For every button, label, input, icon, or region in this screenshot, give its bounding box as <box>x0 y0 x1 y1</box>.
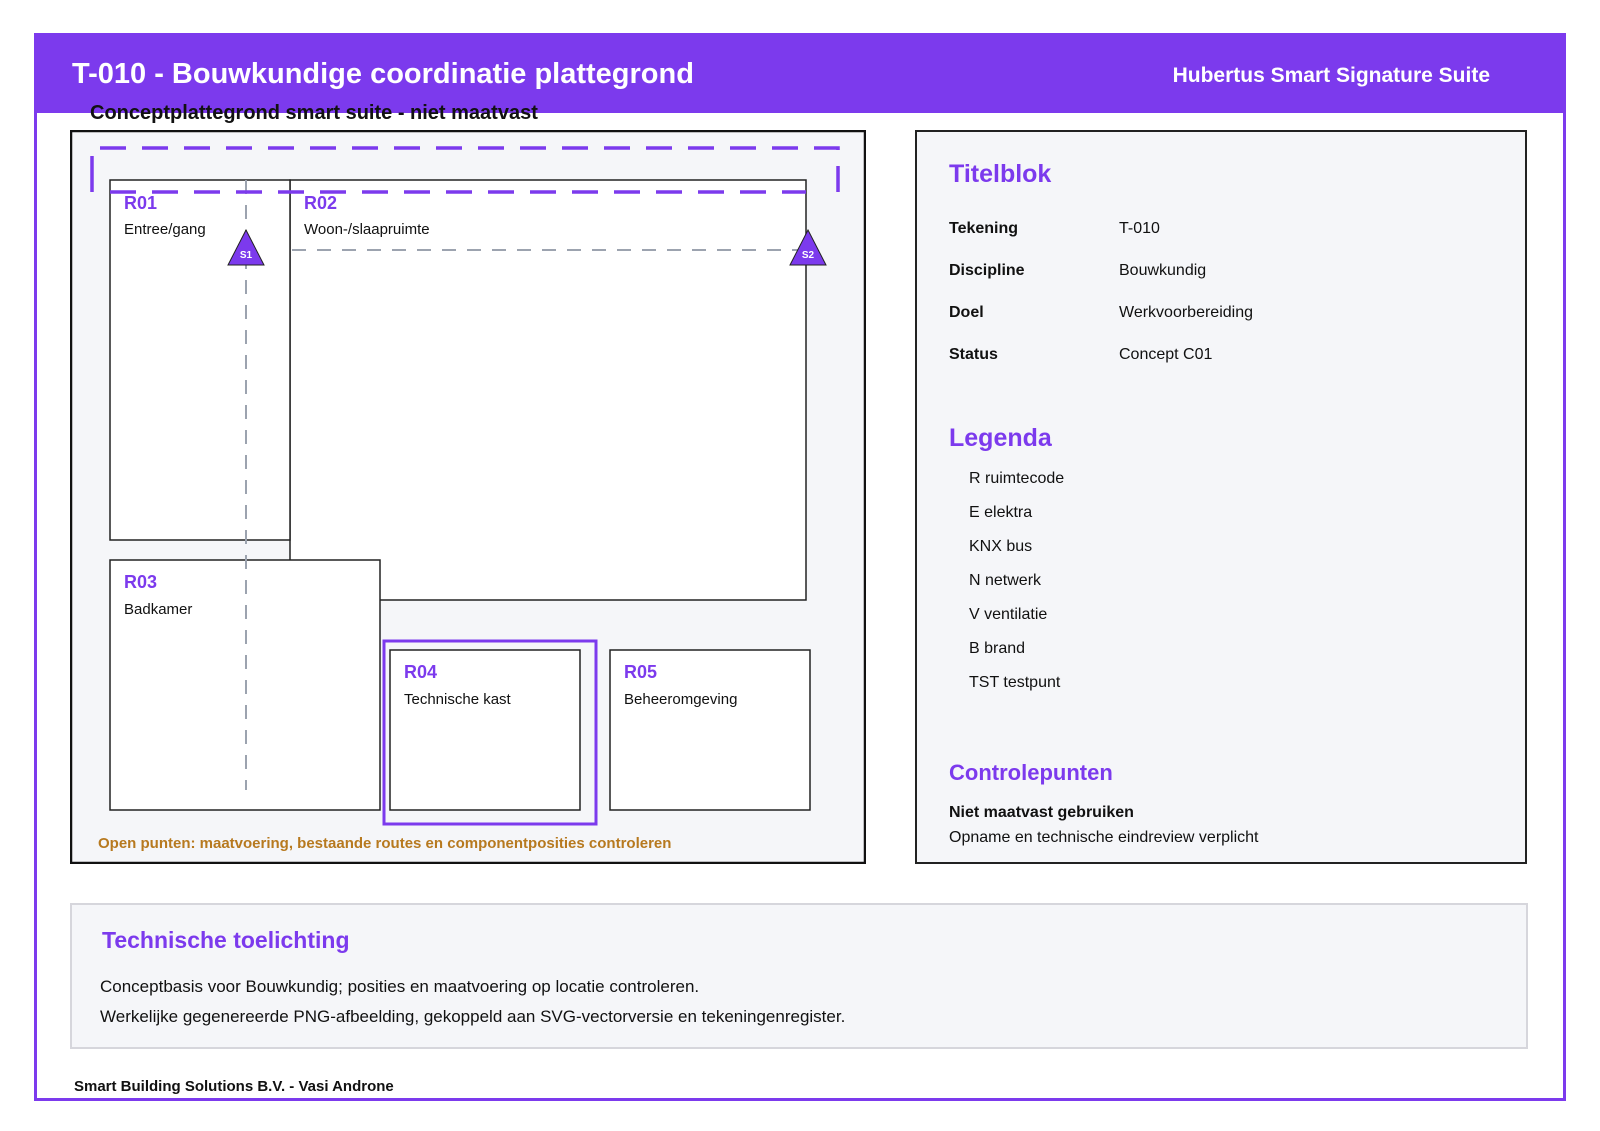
room-r01-code: R01 <box>124 193 158 213</box>
room-r05-code: R05 <box>624 662 658 682</box>
room-r02-outline <box>290 180 806 600</box>
titleblock-key: Discipline <box>949 262 1025 279</box>
titleblock-value: Concept C01 <box>1119 346 1213 363</box>
legend-item: V ventilatie <box>969 606 1048 623</box>
titleblock-value: Werkvoorbereiding <box>1119 304 1253 321</box>
floor-plan <box>70 130 866 864</box>
technical-line: Conceptbasis voor Bouwkundig; posities en maatvoering op locatie controleren. <box>100 977 700 996</box>
marker-s2-label: S2 <box>801 250 815 261</box>
room-r04-code: R04 <box>404 662 438 682</box>
legend-item: KNX bus <box>969 538 1033 555</box>
titleblock-key: Status <box>949 346 998 363</box>
room-r04-name: Technische kast <box>404 691 511 708</box>
room-r02-code: R02 <box>304 193 338 213</box>
legend-item: E elektra <box>969 504 1033 521</box>
open-points-note: Open punten: maatvoering, bestaande routes en componentposities controleren <box>98 835 672 852</box>
room-r01-name: Entree/gang <box>124 221 206 238</box>
legend-item: TST testpunt <box>969 674 1061 691</box>
footer-credit: Smart Building Solutions B.V. - Vasi Androne <box>74 1078 394 1095</box>
legend-item: R ruimtecode <box>969 470 1065 487</box>
brand-name: Hubertus Smart Signature Suite <box>1172 64 1490 87</box>
technical-line: Werkelijke gegenereerde PNG-afbeelding, gekoppeld aan SVG-vectorversie en tekeningenregister. <box>100 1007 846 1026</box>
technical-heading: Technische toelichting <box>102 927 350 953</box>
legend-item: N netwerk <box>969 572 1042 589</box>
room-r03-code: R03 <box>124 572 158 592</box>
titleblock-key: Doel <box>949 304 984 321</box>
room-r02-name: Woon-/slaapruimte <box>304 221 430 238</box>
room-r03-name: Badkamer <box>124 601 193 618</box>
legend-heading: Legenda <box>949 424 1052 452</box>
controls-heading: Controlepunten <box>949 760 1113 785</box>
room-r05-name: Beheeromgeving <box>624 691 738 708</box>
titleblock-panel <box>915 130 1527 864</box>
page-title: T-010 - Bouwkundige coordinatie plattegrond <box>72 58 694 90</box>
page-subtitle: Conceptplattegrond smart suite - niet maatvast <box>90 102 538 124</box>
marker-s1-label: S1 <box>239 250 253 261</box>
technical-note <box>70 903 1528 1049</box>
controls-line: Opname en technische eindreview verplicht <box>949 829 1259 846</box>
titleblock-value: Bouwkundig <box>1119 262 1207 279</box>
titleblock-key: Tekening <box>949 220 1019 237</box>
legend-item: B brand <box>969 640 1026 657</box>
controls-bold-line: Niet maatvast gebruiken <box>949 804 1134 821</box>
titleblock-heading: Titelblok <box>949 160 1052 188</box>
titleblock-value: T-010 <box>1119 220 1160 237</box>
